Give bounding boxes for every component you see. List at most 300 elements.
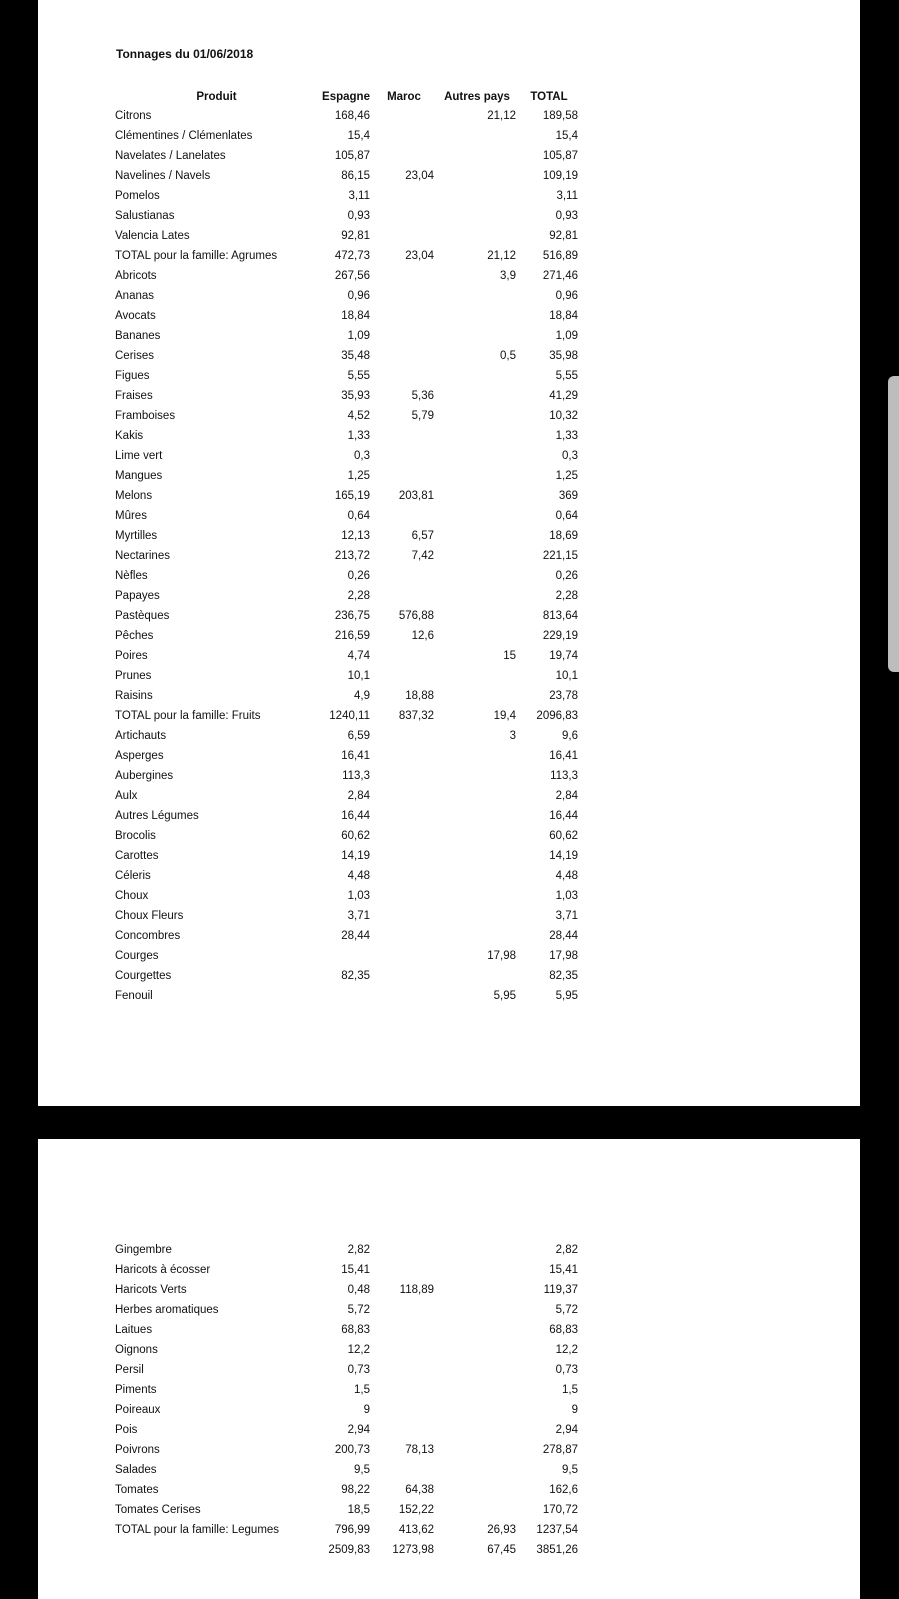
cell-produit: Aubergines bbox=[115, 770, 174, 782]
cell-total: 170,72 bbox=[542, 1504, 578, 1516]
cell-produit: Nèfles bbox=[115, 570, 148, 582]
cell-maroc: 7,42 bbox=[411, 550, 434, 562]
cell-produit: Persil bbox=[115, 1364, 144, 1376]
cell-espagne: 796,99 bbox=[334, 1524, 370, 1536]
cell-autres-pays bbox=[436, 366, 518, 386]
cell-autres-pays bbox=[436, 426, 518, 446]
cell-total: 5,95 bbox=[555, 990, 578, 1002]
cell-produit: Bananes bbox=[115, 330, 161, 342]
cell-autres-pays bbox=[436, 1380, 518, 1400]
cell-produit: Fenouil bbox=[115, 990, 153, 1002]
table-row bbox=[113, 586, 580, 606]
cell-autres-pays: 19,4 bbox=[493, 710, 516, 722]
cell-espagne: 98,22 bbox=[341, 1484, 370, 1496]
cell-espagne: 0,26 bbox=[347, 570, 370, 582]
cell-produit: Tomates Cerises bbox=[115, 1504, 201, 1516]
cell-espagne: 4,52 bbox=[347, 410, 370, 422]
header-maroc: Maroc bbox=[387, 91, 421, 103]
cell-total: 12,2 bbox=[555, 1344, 578, 1356]
tonnage-table bbox=[113, 88, 580, 1006]
cell-espagne: 2,82 bbox=[347, 1244, 370, 1256]
cell-total: 15,4 bbox=[555, 130, 578, 142]
cell-total: 0,3 bbox=[562, 450, 578, 462]
cell-maroc: 78,13 bbox=[405, 1444, 434, 1456]
table-row bbox=[113, 1480, 580, 1500]
cell-autres-pays bbox=[436, 506, 518, 526]
table-row bbox=[113, 206, 580, 226]
cell-espagne bbox=[320, 946, 372, 966]
cell-maroc: 118,89 bbox=[399, 1284, 434, 1296]
cell-total: 9,5 bbox=[562, 1464, 578, 1476]
cell-espagne: 0,3 bbox=[354, 450, 370, 462]
cell-autres-pays: 26,93 bbox=[487, 1524, 516, 1536]
cell-espagne: 1240,11 bbox=[329, 710, 370, 722]
table-row bbox=[113, 526, 580, 546]
cell-total: 516,89 bbox=[542, 250, 578, 262]
cell-total: 2,28 bbox=[555, 590, 578, 602]
document-page-1 bbox=[38, 0, 860, 1106]
cell-autres-pays bbox=[436, 586, 518, 606]
cell-produit: Poivrons bbox=[115, 1444, 160, 1456]
cell-total: 4,48 bbox=[555, 870, 578, 882]
cell-produit: Choux Fleurs bbox=[115, 910, 184, 922]
table-row bbox=[113, 1240, 580, 1260]
cell-produit: Kakis bbox=[115, 430, 144, 442]
cell-produit: Navelines / Navels bbox=[115, 170, 211, 182]
cell-espagne: 1,03 bbox=[347, 890, 370, 902]
cell-espagne: 16,41 bbox=[341, 750, 370, 762]
table-row bbox=[113, 166, 580, 186]
table-header-row bbox=[113, 88, 580, 106]
cell-autres-pays bbox=[436, 606, 518, 626]
cell-autres-pays: 21,12 bbox=[487, 250, 516, 262]
cell-total: 1,5 bbox=[562, 1384, 578, 1396]
cell-autres-pays bbox=[436, 406, 518, 426]
header-espagne: Espagne bbox=[322, 91, 370, 103]
cell-espagne: 68,83 bbox=[341, 1324, 370, 1336]
cell-maroc bbox=[372, 1260, 436, 1280]
cell-espagne: 35,48 bbox=[341, 350, 370, 362]
cell-espagne: 2,28 bbox=[347, 590, 370, 602]
cell-produit: Navelates / Lanelates bbox=[115, 150, 226, 162]
cell-autres-pays bbox=[436, 326, 518, 346]
cell-total: 813,64 bbox=[542, 610, 578, 622]
cell-produit: Autres Légumes bbox=[115, 810, 199, 822]
table-row bbox=[113, 1540, 580, 1560]
cell-maroc: 837,32 bbox=[398, 710, 434, 722]
cell-autres-pays bbox=[436, 1420, 518, 1440]
cell-espagne: 165,19 bbox=[334, 490, 370, 502]
cell-total: 162,6 bbox=[549, 1484, 578, 1496]
document-title: Tonnages du 01/06/2018 bbox=[116, 47, 254, 61]
cell-espagne: 213,72 bbox=[334, 550, 370, 562]
cell-maroc bbox=[372, 466, 436, 486]
table-row bbox=[113, 346, 580, 366]
cell-espagne: 9 bbox=[363, 1404, 370, 1416]
cell-autres-pays bbox=[436, 1240, 518, 1260]
cell-espagne: 0,93 bbox=[347, 210, 370, 222]
cell-autres-pays bbox=[436, 1260, 518, 1280]
table-body-page-1 bbox=[113, 106, 580, 1006]
table-row bbox=[113, 386, 580, 406]
cell-total: 0,64 bbox=[555, 510, 578, 522]
cell-maroc bbox=[372, 826, 436, 846]
cell-produit: Pêches bbox=[115, 630, 154, 642]
cell-maroc: 152,22 bbox=[398, 1504, 434, 1516]
table-row bbox=[113, 1320, 580, 1340]
cell-autres-pays bbox=[436, 1300, 518, 1320]
table-row bbox=[113, 566, 580, 586]
cell-total: 41,29 bbox=[549, 390, 578, 402]
cell-produit: Mangues bbox=[115, 470, 163, 482]
table-row bbox=[113, 646, 580, 666]
cell-produit: Herbes aromatiques bbox=[115, 1304, 219, 1316]
cell-autres-pays bbox=[436, 886, 518, 906]
cell-produit: Haricots Verts bbox=[115, 1284, 187, 1296]
cell-produit: Fraises bbox=[115, 390, 153, 402]
cell-total: 0,93 bbox=[555, 210, 578, 222]
cell-total: 3851,26 bbox=[536, 1544, 578, 1556]
cell-espagne: 472,73 bbox=[334, 250, 370, 262]
cell-espagne: 16,44 bbox=[341, 810, 370, 822]
cell-autres-pays bbox=[436, 226, 518, 246]
cell-produit: Artichauts bbox=[115, 730, 167, 742]
cell-produit: Pomelos bbox=[115, 190, 160, 202]
cell-espagne: 5,72 bbox=[347, 1304, 370, 1316]
cell-maroc: 203,81 bbox=[398, 490, 434, 502]
cell-total: 92,81 bbox=[549, 230, 578, 242]
table-row bbox=[113, 846, 580, 866]
cell-espagne bbox=[320, 986, 372, 1006]
cell-produit: Ananas bbox=[115, 290, 155, 302]
cell-total: 1,33 bbox=[555, 430, 578, 442]
cell-produit: Gingembre bbox=[115, 1244, 172, 1256]
cell-maroc: 64,38 bbox=[405, 1484, 434, 1496]
cell-total: 15,41 bbox=[549, 1264, 578, 1276]
cell-autres-pays bbox=[436, 186, 518, 206]
cell-maroc bbox=[372, 186, 436, 206]
cell-autres-pays bbox=[436, 686, 518, 706]
cell-maroc bbox=[372, 946, 436, 966]
cell-maroc bbox=[372, 1300, 436, 1320]
cell-autres-pays: 15 bbox=[503, 650, 516, 662]
cell-maroc bbox=[372, 846, 436, 866]
cell-produit: Cerises bbox=[115, 350, 154, 362]
cell-produit: Salades bbox=[115, 1464, 157, 1476]
cell-espagne: 12,13 bbox=[341, 530, 370, 542]
cell-espagne: 1,09 bbox=[347, 330, 370, 342]
cell-produit: Choux bbox=[115, 890, 149, 902]
cell-maroc bbox=[372, 666, 436, 686]
table-row bbox=[113, 146, 580, 166]
cell-produit: Valencia Lates bbox=[115, 230, 190, 242]
cell-produit: Framboises bbox=[115, 410, 176, 422]
cell-total: 68,83 bbox=[549, 1324, 578, 1336]
cell-total: 18,84 bbox=[549, 310, 578, 322]
cell-maroc bbox=[372, 286, 436, 306]
cell-produit: Piments bbox=[115, 1384, 157, 1396]
cell-espagne: 12,2 bbox=[347, 1344, 370, 1356]
cell-espagne: 92,81 bbox=[341, 230, 370, 242]
cell-espagne: 4,9 bbox=[354, 690, 370, 702]
table-row bbox=[113, 126, 580, 146]
cell-espagne: 28,44 bbox=[341, 930, 370, 942]
cell-autres-pays: 21,12 bbox=[487, 110, 516, 122]
cell-maroc bbox=[372, 346, 436, 366]
cell-autres-pays bbox=[436, 766, 518, 786]
table-row bbox=[113, 406, 580, 426]
cell-total: 2096,83 bbox=[536, 710, 578, 722]
cell-espagne: 6,59 bbox=[347, 730, 370, 742]
table-row bbox=[113, 666, 580, 686]
cell-autres-pays bbox=[436, 566, 518, 586]
cell-total: 0,96 bbox=[555, 290, 578, 302]
cell-total: 82,35 bbox=[549, 970, 578, 982]
cell-autres-pays bbox=[436, 146, 518, 166]
cell-espagne: 2,94 bbox=[347, 1424, 370, 1436]
cell-autres-pays bbox=[436, 526, 518, 546]
table-row bbox=[113, 966, 580, 986]
table-row bbox=[113, 806, 580, 826]
cell-espagne: 35,93 bbox=[341, 390, 370, 402]
table-row bbox=[113, 1460, 580, 1480]
cell-espagne: 18,5 bbox=[347, 1504, 370, 1516]
cell-autres-pays: 3 bbox=[509, 730, 516, 742]
cell-maroc bbox=[372, 1320, 436, 1340]
cell-espagne: 86,15 bbox=[341, 170, 370, 182]
table-row bbox=[113, 1360, 580, 1380]
cell-maroc: 18,88 bbox=[405, 690, 434, 702]
cell-autres-pays bbox=[436, 806, 518, 826]
cell-autres-pays bbox=[436, 486, 518, 506]
cell-total: 113,3 bbox=[550, 770, 578, 782]
cell-espagne: 5,55 bbox=[347, 370, 370, 382]
cell-produit: Pois bbox=[115, 1424, 138, 1436]
cell-espagne: 3,71 bbox=[347, 910, 370, 922]
cell-produit: Aulx bbox=[115, 790, 138, 802]
table-row bbox=[113, 826, 580, 846]
cell-maroc bbox=[372, 746, 436, 766]
cell-espagne: 0,96 bbox=[347, 290, 370, 302]
cell-espagne: 14,19 bbox=[341, 850, 370, 862]
table-row bbox=[113, 866, 580, 886]
cell-produit: TOTAL pour la famille: Fruits bbox=[115, 710, 261, 722]
cell-autres-pays bbox=[436, 966, 518, 986]
cell-espagne: 82,35 bbox=[341, 970, 370, 982]
cell-espagne: 10,1 bbox=[347, 670, 370, 682]
cell-maroc: 6,57 bbox=[411, 530, 434, 542]
cell-autres-pays bbox=[436, 1480, 518, 1500]
cell-maroc bbox=[372, 586, 436, 606]
cell-produit: Lime vert bbox=[115, 450, 163, 462]
cell-total: 2,94 bbox=[555, 1424, 578, 1436]
cell-autres-pays bbox=[436, 1360, 518, 1380]
cell-total: 16,41 bbox=[549, 750, 578, 762]
cell-produit: Poires bbox=[115, 650, 148, 662]
table-row bbox=[113, 766, 580, 786]
table-row bbox=[113, 286, 580, 306]
cell-espagne: 4,48 bbox=[347, 870, 370, 882]
cell-total: 229,19 bbox=[542, 630, 578, 642]
cell-autres-pays bbox=[436, 906, 518, 926]
table-row bbox=[113, 426, 580, 446]
cell-autres-pays bbox=[436, 1460, 518, 1480]
cell-espagne: 216,59 bbox=[334, 630, 370, 642]
table-row bbox=[113, 226, 580, 246]
cell-total: 1237,54 bbox=[536, 1524, 578, 1536]
table-row bbox=[113, 686, 580, 706]
cell-espagne: 18,84 bbox=[341, 310, 370, 322]
cell-total: 18,69 bbox=[549, 530, 578, 542]
cell-produit: TOTAL pour la famille: Agrumes bbox=[115, 250, 278, 262]
cell-produit: Raisins bbox=[115, 690, 153, 702]
cell-maroc: 5,79 bbox=[411, 410, 434, 422]
cell-produit: Myrtilles bbox=[115, 530, 158, 542]
cell-espagne: 0,64 bbox=[347, 510, 370, 522]
cell-total: 5,72 bbox=[555, 1304, 578, 1316]
cell-espagne: 113,3 bbox=[342, 770, 370, 782]
cell-maroc: 5,36 bbox=[411, 390, 434, 402]
cell-autres-pays bbox=[436, 306, 518, 326]
cell-total: 10,32 bbox=[549, 410, 578, 422]
scrollbar[interactable] bbox=[888, 376, 899, 672]
cell-total: 0,26 bbox=[555, 570, 578, 582]
table-row bbox=[113, 946, 580, 966]
cell-total: 119,37 bbox=[543, 1284, 578, 1296]
cell-produit: Salustianas bbox=[115, 210, 175, 222]
cell-autres-pays bbox=[436, 1320, 518, 1340]
cell-autres-pays bbox=[436, 866, 518, 886]
cell-total: 35,98 bbox=[549, 350, 578, 362]
cell-maroc: 23,04 bbox=[405, 170, 434, 182]
cell-total: 14,19 bbox=[549, 850, 578, 862]
table-row bbox=[113, 306, 580, 326]
cell-maroc bbox=[372, 426, 436, 446]
cell-total: 1,03 bbox=[555, 890, 578, 902]
header-produit: Produit bbox=[196, 91, 237, 103]
cell-espagne: 236,75 bbox=[334, 610, 370, 622]
cell-produit: Laitues bbox=[115, 1324, 153, 1336]
cell-produit: Concombres bbox=[115, 930, 181, 942]
table-row bbox=[113, 906, 580, 926]
cell-maroc bbox=[372, 1380, 436, 1400]
cell-total: 278,87 bbox=[542, 1444, 578, 1456]
cell-maroc bbox=[372, 646, 436, 666]
header-autres-pays: Autres pays bbox=[444, 91, 510, 103]
table-row bbox=[113, 266, 580, 286]
cell-produit: Nectarines bbox=[115, 550, 170, 562]
cell-total: 105,87 bbox=[542, 150, 578, 162]
cell-total: 2,84 bbox=[555, 790, 578, 802]
cell-maroc bbox=[372, 1360, 436, 1380]
table-row bbox=[113, 706, 580, 726]
cell-produit: Citrons bbox=[115, 110, 152, 122]
cell-autres-pays bbox=[436, 1440, 518, 1460]
cell-produit: Mûres bbox=[115, 510, 147, 522]
cell-autres-pays: 3,9 bbox=[500, 270, 516, 282]
cell-espagne: 9,5 bbox=[354, 1464, 370, 1476]
cell-total: 2,82 bbox=[555, 1244, 578, 1256]
cell-espagne: 2509,83 bbox=[328, 1544, 370, 1556]
cell-autres-pays bbox=[436, 926, 518, 946]
table-row bbox=[113, 1520, 580, 1540]
cell-maroc bbox=[372, 506, 436, 526]
cell-maroc: 23,04 bbox=[405, 250, 434, 262]
cell-total: 10,1 bbox=[555, 670, 578, 682]
cell-espagne: 1,33 bbox=[347, 430, 370, 442]
cell-total: 109,19 bbox=[542, 170, 578, 182]
cell-produit: Figues bbox=[115, 370, 150, 382]
table-row bbox=[113, 366, 580, 386]
cell-autres-pays bbox=[436, 1340, 518, 1360]
cell-autres-pays bbox=[436, 546, 518, 566]
cell-espagne: 200,73 bbox=[334, 1444, 370, 1456]
cell-total: 17,98 bbox=[549, 950, 578, 962]
cell-espagne: 60,62 bbox=[341, 830, 370, 842]
cell-produit: Melons bbox=[115, 490, 153, 502]
cell-total: 16,44 bbox=[549, 810, 578, 822]
cell-maroc bbox=[372, 906, 436, 926]
cell-maroc bbox=[372, 326, 436, 346]
cell-maroc bbox=[372, 446, 436, 466]
cell-autres-pays bbox=[436, 466, 518, 486]
table-row bbox=[113, 1340, 580, 1360]
cell-maroc bbox=[372, 786, 436, 806]
cell-maroc: 413,62 bbox=[398, 1524, 434, 1536]
table-row bbox=[113, 786, 580, 806]
document-page-2 bbox=[38, 1139, 860, 1599]
cell-maroc bbox=[372, 1400, 436, 1420]
cell-total: 19,74 bbox=[549, 650, 578, 662]
cell-produit: Oignons bbox=[115, 1344, 158, 1356]
cell-total: 9 bbox=[571, 1404, 578, 1416]
cell-espagne: 15,4 bbox=[347, 130, 370, 142]
table-row bbox=[113, 546, 580, 566]
cell-espagne: 1,5 bbox=[354, 1384, 370, 1396]
table-row bbox=[113, 1420, 580, 1440]
table-row bbox=[113, 506, 580, 526]
table-row bbox=[113, 926, 580, 946]
cell-produit: Clémentines / Clémenlates bbox=[115, 130, 253, 142]
cell-espagne: 3,11 bbox=[348, 190, 370, 202]
table-row bbox=[113, 1440, 580, 1460]
cell-total: 1,09 bbox=[555, 330, 578, 342]
table-row bbox=[113, 466, 580, 486]
tonnage-table-continued bbox=[113, 1240, 580, 1560]
cell-autres-pays bbox=[436, 1400, 518, 1420]
cell-total: 1,25 bbox=[555, 470, 578, 482]
cell-total: 5,55 bbox=[555, 370, 578, 382]
cell-maroc bbox=[372, 1240, 436, 1260]
cell-espagne: 267,56 bbox=[334, 270, 370, 282]
cell-autres-pays bbox=[436, 626, 518, 646]
cell-maroc bbox=[372, 226, 436, 246]
cell-autres-pays bbox=[436, 846, 518, 866]
cell-maroc bbox=[372, 1340, 436, 1360]
cell-maroc bbox=[372, 1460, 436, 1480]
cell-produit bbox=[113, 1540, 320, 1560]
cell-total: 9,6 bbox=[562, 730, 578, 742]
table-row bbox=[113, 746, 580, 766]
table-row bbox=[113, 726, 580, 746]
cell-produit: Poireaux bbox=[115, 1404, 161, 1416]
cell-autres-pays: 67,45 bbox=[487, 1544, 516, 1556]
cell-maroc: 12,6 bbox=[411, 630, 434, 642]
cell-produit: Brocolis bbox=[115, 830, 156, 842]
cell-autres-pays bbox=[436, 206, 518, 226]
table-row bbox=[113, 246, 580, 266]
cell-maroc: 576,88 bbox=[398, 610, 434, 622]
